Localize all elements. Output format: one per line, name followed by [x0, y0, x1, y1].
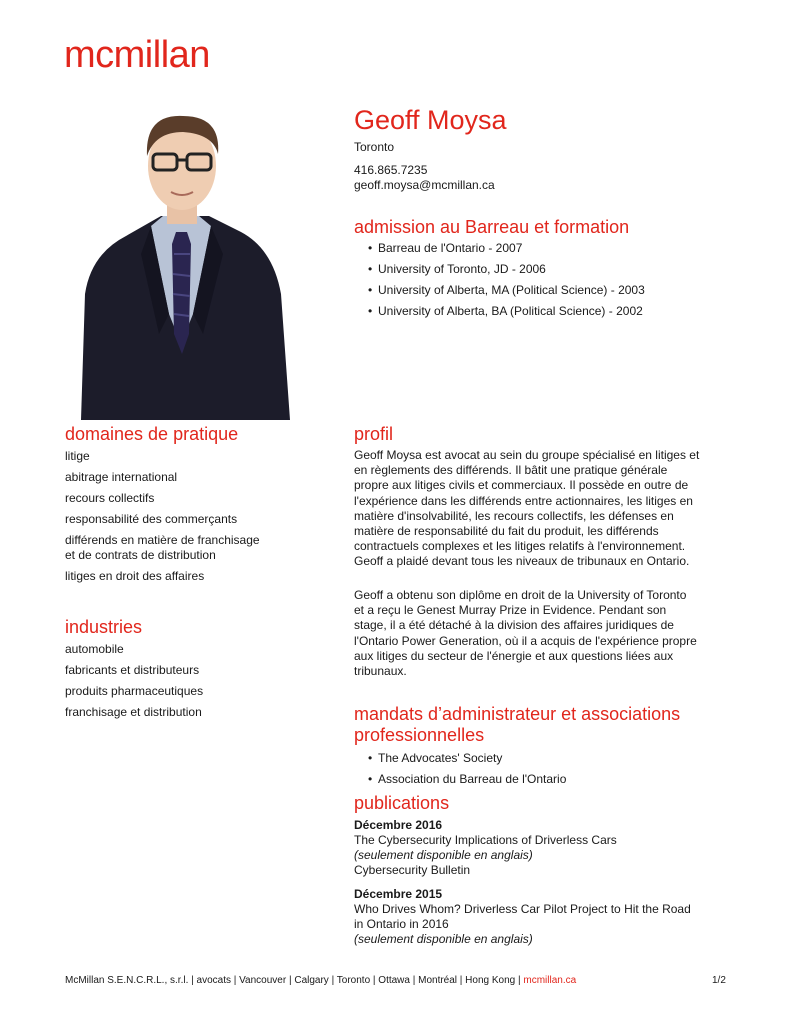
profile-line: Geoff a plaidé devant tous les niveaux de tribunaux en Ontario. [354, 554, 690, 569]
publication-note: (seulement disponible en anglais) [354, 932, 533, 946]
profile-line: Geoff a obtenu son diplôme en droit de la University of Toronto [354, 588, 687, 602]
person-name: Geoff Moysa [354, 105, 507, 135]
practice-item[interactable]: responsabilité des commerçants [65, 512, 238, 526]
admission-heading: admission au Barreau et formation [354, 217, 630, 237]
profile-line: matière d'insolvabilité, les recours collectifs, les défenses en [354, 508, 674, 523]
profile-line: l'Ontario Power Generation, où il a acquis de l'expérience propre [354, 633, 697, 648]
industries-list [65, 642, 203, 720]
industry-item[interactable]: automobile [65, 642, 124, 656]
footer-text: McMillan S.E.N.C.R.L., s.r.l. | avocats | Vancouver | Calgary | Toronto | Ottawa | Montréal | Hong Kong | [65, 975, 524, 986]
portrait-photo [81, 104, 290, 420]
admission-item: • University of Alberta, MA (Political Science) - 2003 [368, 283, 645, 298]
profile-line: stage, il a été détaché à la division des affaires juridiques de [354, 618, 674, 633]
publication-note: (seulement disponible en anglais) [354, 848, 533, 862]
page-number: 1/2 [712, 975, 726, 986]
practice-item[interactable]: recours collectifs [65, 491, 155, 505]
publication-title[interactable]: Who Drives Whom? Driverless Car Pilot Project to Hit the Road [354, 902, 691, 916]
profile-line: et a reçu le Genest Murray Prize in Evidence. Pendant son [354, 603, 667, 618]
profile-line: tribunaux. [354, 664, 407, 679]
portrait-illustration [81, 104, 290, 420]
practice-item[interactable]: litiges en droit des affaires [65, 569, 205, 583]
admission-item: • University of Toronto, JD - 2006 [368, 262, 645, 277]
footer [65, 975, 576, 987]
industries-heading: industries [65, 617, 143, 637]
practice-heading: domaines de pratique [65, 424, 239, 444]
person-email[interactable]: geoff.moysa@mcmillan.ca [354, 178, 495, 192]
industry-item[interactable]: produits pharmaceutiques [65, 684, 204, 698]
profile-paragraph-2 [354, 588, 730, 679]
admission-list [368, 241, 645, 319]
publications-heading: publications [354, 793, 450, 813]
publication-1 [354, 818, 734, 878]
profile-line: Geoff Moysa est avocat au sein du groupe spécialisé en litiges et [354, 448, 700, 462]
profile-line: matière de responsabilité du fait du produit, les différends [354, 524, 659, 539]
person-phone[interactable]: 416.865.7235 [354, 163, 428, 177]
footer-link[interactable]: mcmillan.ca [523, 975, 577, 986]
publication-date: Décembre 2016 [354, 818, 443, 832]
profile-line: aux litiges du secteur de l'énergie et aux questions liées aux [354, 648, 674, 663]
boards-item: • Association du Barreau de l'Ontario [368, 772, 566, 787]
publication-title[interactable]: The Cybersecurity Implications of Driverless Cars [354, 833, 617, 847]
profile-line: propre aux litiges civils et commerciaux. Il possède en outre de [354, 478, 689, 493]
boards-list [368, 751, 566, 787]
industry-item[interactable]: fabricants et distributeurs [65, 663, 200, 677]
publication-2 [354, 887, 734, 947]
industry-item[interactable]: franchisage et distribution [65, 705, 202, 719]
practice-list [65, 449, 260, 584]
profile-paragraph-1 [354, 448, 730, 570]
admission-item: • University of Alberta, BA (Political Science) - 2002 [368, 304, 645, 319]
mcmillan-logo[interactable]: mcmillan [64, 34, 210, 76]
boards-heading [354, 704, 680, 746]
boards-heading-line: professionnelles [354, 725, 485, 745]
practice-item[interactable]: abitrage international [65, 470, 178, 484]
boards-heading-line: mandats d’administrateur et associations [354, 704, 681, 724]
profile-line: en règlements des différends. Il bâtit une pratique générale [354, 463, 668, 478]
profile-line: l'expérience dans les différends entre actionnaires, les litiges en [354, 493, 693, 508]
practice-item-cont[interactable]: et de contrats de distribution [65, 548, 216, 562]
boards-item: • The Advocates' Society [368, 751, 566, 766]
publication-title-cont[interactable]: in Ontario in 2016 [354, 917, 449, 931]
profile-line: contractuels complexes et les litiges relatifs à l'environnement. [354, 539, 686, 554]
admission-item: • Barreau de l'Ontario - 2007 [368, 241, 645, 256]
person-city: Toronto [354, 140, 395, 154]
publication-source: Cybersecurity Bulletin [354, 863, 471, 877]
publication-date: Décembre 2015 [354, 887, 443, 901]
practice-item[interactable]: litige [65, 449, 90, 463]
profile-heading: profil [354, 424, 394, 444]
practice-item[interactable]: différends en matière de franchisage [65, 533, 260, 547]
